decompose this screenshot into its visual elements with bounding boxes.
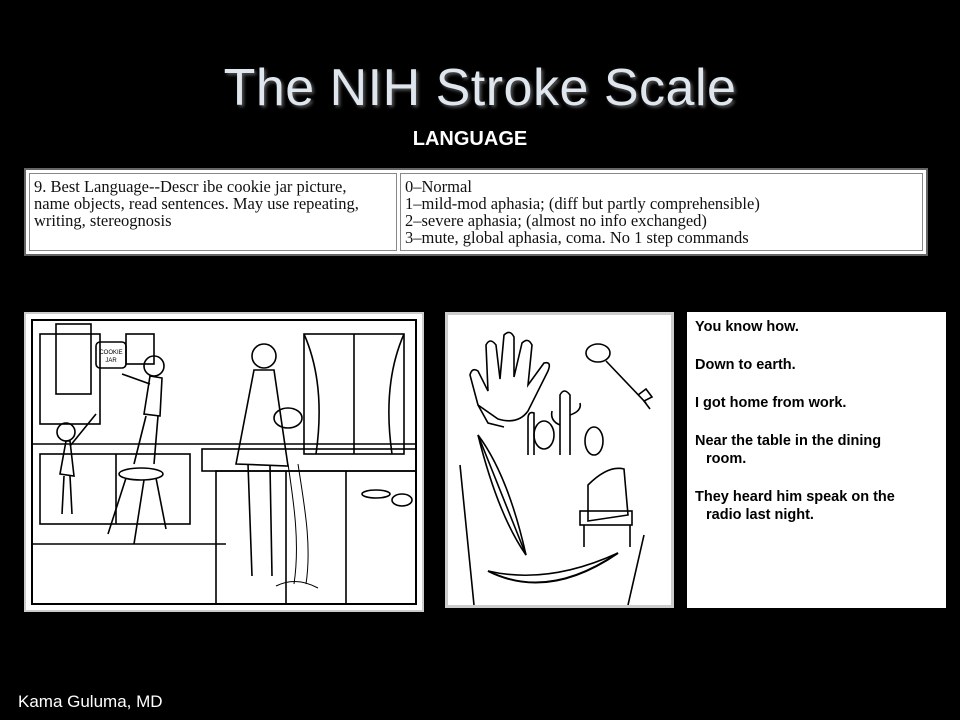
item-description-cell: [29, 173, 397, 251]
score-definitions-cell: [400, 173, 923, 251]
sentence-item: [695, 394, 938, 412]
score-line: 3–mute, global aphasia, coma. No 1 step commands: [405, 228, 749, 247]
score-line: 1–mild-mod aphasia; (diff but partly comprehensible): [405, 194, 760, 213]
sentence-item: [695, 488, 938, 524]
feather-icon: [478, 435, 526, 555]
item-description-line: name objects, read sentences. May use repeating,: [34, 194, 359, 213]
hammock-icon: [460, 465, 644, 605]
sentence-line: Down to earth.: [695, 357, 796, 373]
score-line: 0–Normal: [405, 177, 472, 196]
cookie-jar-label-line1: COOKIE: [99, 350, 123, 356]
item-description-line: writing, stereognosis: [34, 211, 172, 230]
sentence-continuation: radio last night.: [706, 507, 814, 523]
slide-title: The NIH Stroke Scale: [223, 59, 737, 117]
author-credit: Kama Guluma, MD: [18, 692, 163, 711]
key-icon: [586, 344, 652, 409]
naming-objects-picture: [445, 312, 674, 608]
sentence-line: I got home from work.: [695, 395, 847, 411]
slide-subtitle: LANGUAGE: [412, 128, 528, 150]
glove-icon: [470, 332, 549, 427]
armchair-icon: [580, 468, 632, 547]
reading-sentences-panel: [687, 312, 946, 608]
sentence-continuation: room.: [706, 451, 747, 467]
sentence-line: They heard him speak on the: [695, 489, 895, 505]
sentence-line: Near the table in the dining: [695, 433, 882, 449]
item-description-line: 9. Best Language--Descr ibe cookie jar picture,: [34, 177, 347, 196]
sentence-line: You know how.: [695, 319, 799, 335]
cookie-jar-label-line2: JAR: [105, 358, 117, 364]
sentence-item: [695, 356, 938, 374]
cookie-theft-picture: [24, 312, 424, 612]
sentence-item: [695, 318, 938, 336]
cactus-icon: [528, 391, 603, 455]
score-line: 2–severe aphasia; (almost no info exchanged): [405, 211, 707, 230]
nihss-language-table: [24, 168, 928, 256]
sentence-item: [695, 432, 938, 468]
